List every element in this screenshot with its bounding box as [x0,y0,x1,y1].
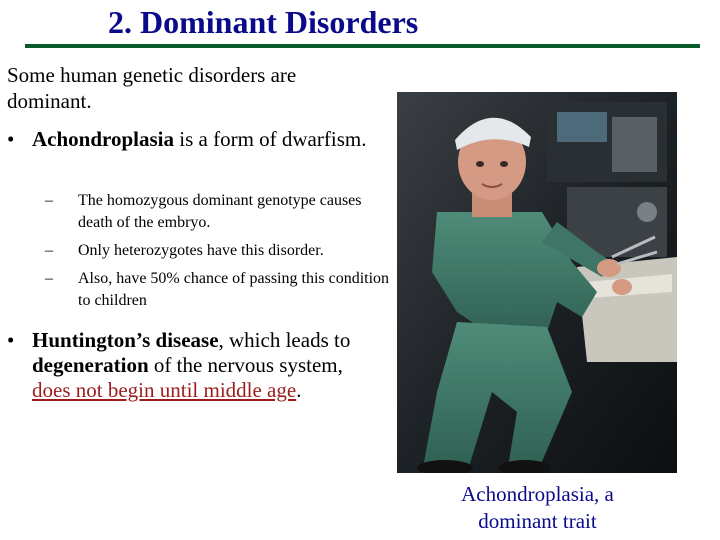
achondroplasia-photo [397,92,677,473]
intro-text: Some human genetic disorders are dominant. [7,63,297,113]
slide-title: 2. Dominant Disorders [108,4,419,40]
huntingtons-text-1: , which leads to [218,328,351,352]
title-underline-rule [25,44,700,48]
bullet-huntingtons [7,328,382,403]
degeneration-term: degeneration [32,353,149,377]
subpoint-text: The homozygous dominant genotype causes death of the embryo. [78,192,362,231]
sub-dash: – [45,270,53,287]
huntingtons-text-2: of the nervous system, [148,353,343,377]
achondroplasia-description: is a form of dwarfism. [174,127,367,151]
achondroplasia-subpoints [45,190,397,318]
huntingtons-end: . [296,378,302,402]
bullet-dot: • [7,127,15,151]
subpoint-heterozygotes [45,240,397,262]
photo-caption: Achondroplasia, a dominant trait [461,482,614,533]
bullet-dot: • [7,328,15,352]
sub-dash: – [45,242,53,259]
surgeon-photo-illustration [397,92,677,473]
huntingtons-term: Huntington’s disease [32,328,219,352]
bullet-achondroplasia [7,126,387,152]
subpoint-homozygous [45,190,397,234]
subpoint-text: Also, have 50% chance of passing this condition to children [78,270,390,309]
sub-dash: – [45,192,53,209]
achondroplasia-term: Achondroplasia [32,127,174,151]
subpoint-inheritance-chance [45,268,397,312]
onset-age-highlight: does not begin until middle age [32,378,297,402]
subpoint-text: Only heterozygotes have this disorder. [78,242,324,259]
